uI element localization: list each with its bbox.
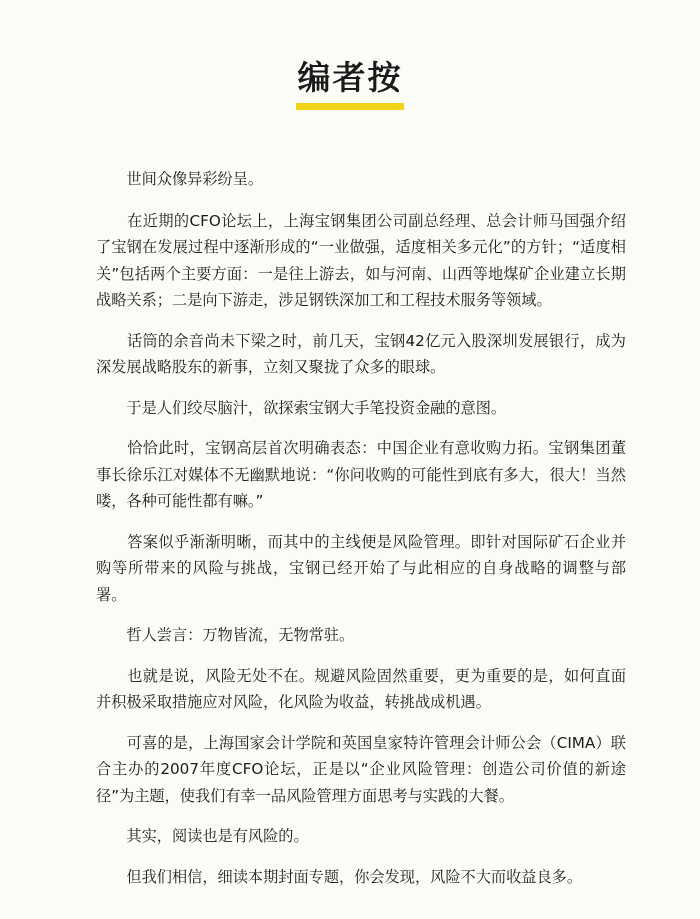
paragraph: 也就是说，风险无处不在。规避风险固然重要，更为重要的是，如何直面并积极采取措施应对风险，化风险为收益，转挑战成机遇。 [96,666,626,711]
paragraph: 话筒的余音尚未下梁之时，前几天，宝钢42亿元入股深圳发展银行，成为深发展战略股东的新事，立刻又聚拢了众多的眼球。 [96,331,626,376]
paragraph: 在近期的CFO论坛上，上海宝钢集团公司副总经理、总会计师马国强介绍了宝钢在发展过程中逐渐形成的“一业做强，适度相关多元化”的方针；“适度相关”包括两个主要方面：一是往上游去，如与河南、山西等地煤矿企业建立长期战略关系；二是向下游走，涉足钢铁深加工和工程技术服务等领域。 [96,211,626,309]
paragraph: 于是人们绞尽脑汁，欲探索宝钢大手笔投资金融的意图。 [96,398,507,417]
paragraph: 哲人尝言：万物皆流，无物常驻。 [96,626,355,644]
title-container [0,56,700,100]
title-underline-bar [296,103,404,110]
paragraph: 但我们相信，细读本期封面专题，你会发现，风险不大而收益良多。 [96,867,582,886]
paragraph: 其实，阅读也是有风险的。 [96,827,309,845]
paragraph: 答案似乎渐渐明晰，而其中的主线便是风险管理。即针对国际矿石企业并购等所带来的风险与挑战，宝钢已经开始了与此相应的自身战略的调整与部署。 [96,532,626,604]
page-title: 编者按 [297,58,403,97]
paragraph: 恰恰此时，宝钢高层首次明确表态：中国企业有意收购力拓。宝钢集团董事长徐乐江对媒体不无幽默地说：“你问收购的可能性到底有多大，很大！当然喽，各种可能性都有嘛。” [96,439,626,510]
paragraph: 可喜的是，上海国家会计学院和英国皇家特许管理会计师公会（CIMA）联合主办的2007年度CFO论坛，正是以“企业风险管理：创造公司价值的新途径”为主题，使我们有幸一品风险管理方面思考与实践的大餐。 [96,733,626,805]
article-body [96,166,626,904]
paragraph: 世间众像异彩纷呈。 [96,170,264,188]
